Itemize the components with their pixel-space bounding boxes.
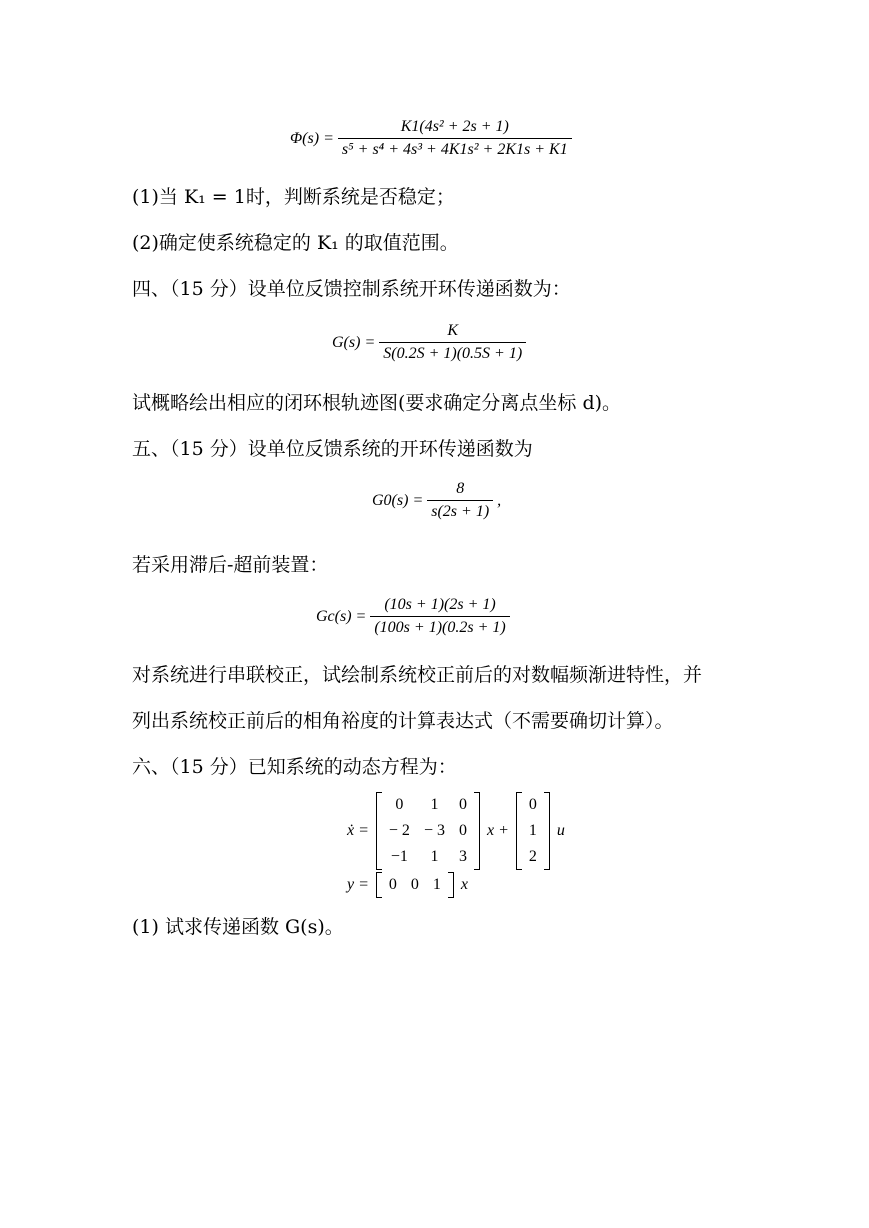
q5-g0-denominator: s(2s + 1) bbox=[431, 503, 490, 520]
matrix-a-cell: 3 bbox=[458, 848, 467, 865]
matrix-b-cell: 1 bbox=[528, 822, 537, 839]
matrix-a-cell: 1 bbox=[430, 848, 439, 865]
q5-g0-formula bbox=[372, 480, 501, 521]
q6-u: u bbox=[556, 822, 565, 839]
phi-fraction bbox=[338, 118, 572, 159]
q6-matrix-b bbox=[516, 792, 550, 870]
q5-gc-numerator: (10s + 1)(2s + 1) bbox=[370, 596, 509, 617]
q4-lhs: G(s) = bbox=[332, 333, 376, 351]
q5-gc-fraction bbox=[370, 596, 509, 637]
q6-y-lhs: y = bbox=[347, 876, 369, 893]
matrix-a-cell: 0 bbox=[458, 796, 467, 813]
q5-question-line2: 列出系统校正前后的相角裕度的计算表达式（不需要确切计算）。 bbox=[132, 710, 674, 732]
q6-matrix-c bbox=[376, 872, 454, 898]
q3-part2: (2)确定使系统稳定的 K₁ 的取值范围。 bbox=[132, 232, 459, 254]
q4-numerator: K bbox=[379, 322, 526, 343]
q6-output-equation bbox=[344, 872, 471, 898]
q4-formula bbox=[332, 322, 526, 363]
matrix-a-cell: − 2 bbox=[388, 822, 410, 839]
q5-g0-fraction bbox=[427, 480, 493, 521]
matrix-c-cell: 1 bbox=[432, 876, 441, 893]
matrix-a-cell: −1 bbox=[390, 848, 408, 865]
phi-lhs: Φ(s) = bbox=[290, 129, 334, 147]
phi-denominator: s⁵ + s⁴ + 4s³ + 4K1s² + 2K1s + K1 bbox=[341, 141, 568, 158]
matrix-a-cell: − 3 bbox=[423, 822, 445, 839]
phi-numerator: K1(4s² + 2s + 1) bbox=[338, 118, 572, 139]
phi-formula bbox=[290, 118, 572, 159]
matrix-a-cell: 0 bbox=[395, 796, 404, 813]
q4-fraction bbox=[379, 322, 526, 363]
q3-part1: (1)当 K₁ = 1时，判断系统是否稳定； bbox=[132, 186, 455, 208]
q5-gc-lhs: Gc(s) = bbox=[316, 607, 367, 625]
q6-state-equation bbox=[344, 792, 568, 870]
q5-heading: 五、（15 分）设单位反馈系统的开环传递函数为 bbox=[132, 438, 533, 460]
q6-matrix-a bbox=[376, 792, 480, 870]
matrix-a-cell: 1 bbox=[430, 796, 439, 813]
q4-heading: 四、（15 分）设单位反馈控制系统开环传递函数为： bbox=[132, 278, 571, 300]
q4-denominator: S(0.2S + 1)(0.5S + 1) bbox=[383, 345, 523, 362]
matrix-c-cell: 0 bbox=[388, 876, 397, 893]
q5-gc-formula bbox=[316, 596, 510, 637]
q6-x-plus: x + bbox=[486, 822, 509, 839]
q6-xdot-lhs: ẋ = bbox=[347, 822, 369, 839]
matrix-b-cell: 0 bbox=[528, 796, 537, 813]
q5-g0-numerator: 8 bbox=[427, 480, 493, 501]
q6-part1: (1) 试求传递函数 G(s)。 bbox=[132, 916, 344, 938]
q5-question-line1: 对系统进行串联校正，试绘制系统校正前后的对数幅频渐进特性，并 bbox=[132, 664, 703, 686]
q5-gc-denominator: (100s + 1)(0.2s + 1) bbox=[374, 619, 506, 636]
matrix-c-cell: 0 bbox=[410, 876, 419, 893]
q5-device-text: 若采用滞后-超前装置： bbox=[132, 554, 329, 576]
q4-question: 试概略绘出相应的闭环根轨迹图(要求确定分离点坐标 d)。 bbox=[132, 392, 622, 414]
q6-x-end: x bbox=[460, 876, 469, 893]
q6-heading: 六、（15 分）已知系统的动态方程为： bbox=[132, 756, 457, 778]
matrix-b-cell: 2 bbox=[528, 848, 537, 865]
q5-g0-lhs: G0(s) = bbox=[372, 491, 424, 509]
matrix-a-cell: 0 bbox=[458, 822, 467, 839]
q5-g0-trail: , bbox=[497, 491, 502, 509]
